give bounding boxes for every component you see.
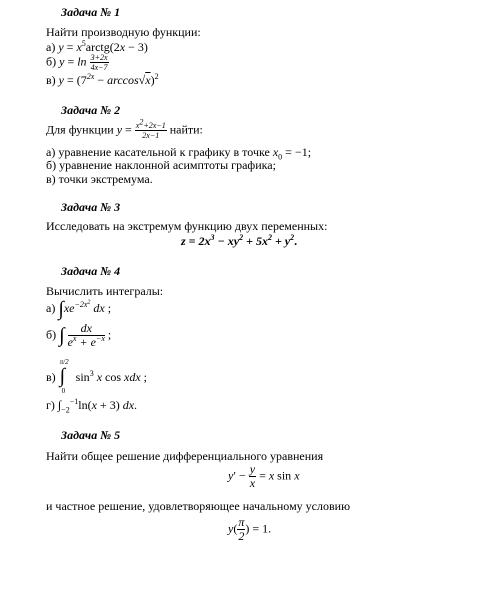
task2-intro: Для функции: [46, 122, 114, 137]
task5-initial-condition: y( $\frac{\pi}{2}$ ) = 1.: [228, 515, 272, 543]
task5-equation: y′ − $\frac{y}{x}$ = x sin x: [228, 462, 300, 490]
task4-item-c: в) π/2 ∫ 0 $\sin^3 x$ cos xdx ;: [46, 358, 148, 395]
task1-item-a: а) $y = x^5arctg(2x - 3)$: [46, 39, 148, 54]
task4-a-label: а): [46, 300, 56, 315]
task4-c-label: в): [46, 370, 56, 384]
task3-prompt: Исследовать на экстремум функцию двух переменных:: [46, 219, 328, 233]
task3-title: Задача № 3: [61, 200, 121, 214]
task3-formula: $z = 2x^3 - xy^2 + 5x^2 + y^2$.: [181, 233, 298, 248]
task5-prompt2: и частное решение, удовлетворяющее начальному условию: [46, 499, 351, 513]
task4-d-label: г): [46, 398, 55, 412]
task4-item-d: г) $\int_{-2}^{-1}\ln(x + 3)$ dx.: [46, 397, 138, 415]
task4-item-b: б) ∫ $\frac{dx}{e^x + e^{-x}}$ ;: [46, 321, 112, 349]
task2-item-c: в) точки экстремума.: [46, 172, 153, 186]
task1-item-b: б) y = ln $\frac{3+2x}{4x-7}$: [46, 53, 108, 72]
task2-title: Задача № 2: [61, 103, 121, 117]
task1-c-label: в): [46, 73, 56, 87]
task5-ic-fraction: $\frac{\pi}{2}$: [238, 515, 245, 543]
task5-eq-fraction: $\frac{y}{x}$: [249, 462, 256, 490]
task1-title: Задача № 1: [61, 5, 121, 19]
task4-item-a: а) $\int xe^{-2x^2}$ dx ;: [46, 298, 112, 320]
task1-a-label: а): [46, 40, 56, 54]
task2-fraction: $\frac{x^2+2x-1}{2x-1}$: [135, 117, 166, 140]
task1-prompt: Найти производную функции:: [46, 25, 201, 39]
task4-title: Задача № 4: [61, 264, 121, 278]
task2-item-a: а) уравнение касательной к графику в точке $x_0 = -1$;: [46, 145, 312, 162]
task2-item-b: б) уравнение наклонной асимптоты графика;: [46, 158, 276, 172]
task5-title: Задача № 5: [61, 428, 121, 442]
task2-intro-line: Для функции y = $\frac{x^2+2x-1}{2x-1}$ найти:: [46, 117, 203, 140]
task1-b-label: б): [46, 54, 57, 69]
task1-b-fraction: $\frac{3+2x}{4x-7}$: [90, 53, 108, 72]
task2-intro-end: найти:: [169, 122, 203, 137]
task4-b-fraction: $\frac{dx}{e^x + e^{-x}}$: [67, 321, 105, 349]
task4-prompt: Вычислить интегралы:: [46, 284, 164, 298]
task2-a-text: а) уравнение касательной к графику в точке: [46, 145, 270, 159]
task1-item-c: в) $y = (7^{2x} - \arccos√x)^2$: [46, 72, 159, 87]
task4-b-label: б): [46, 327, 57, 342]
task5-prompt: Найти общее решение дифференциального уравнения: [46, 449, 324, 463]
